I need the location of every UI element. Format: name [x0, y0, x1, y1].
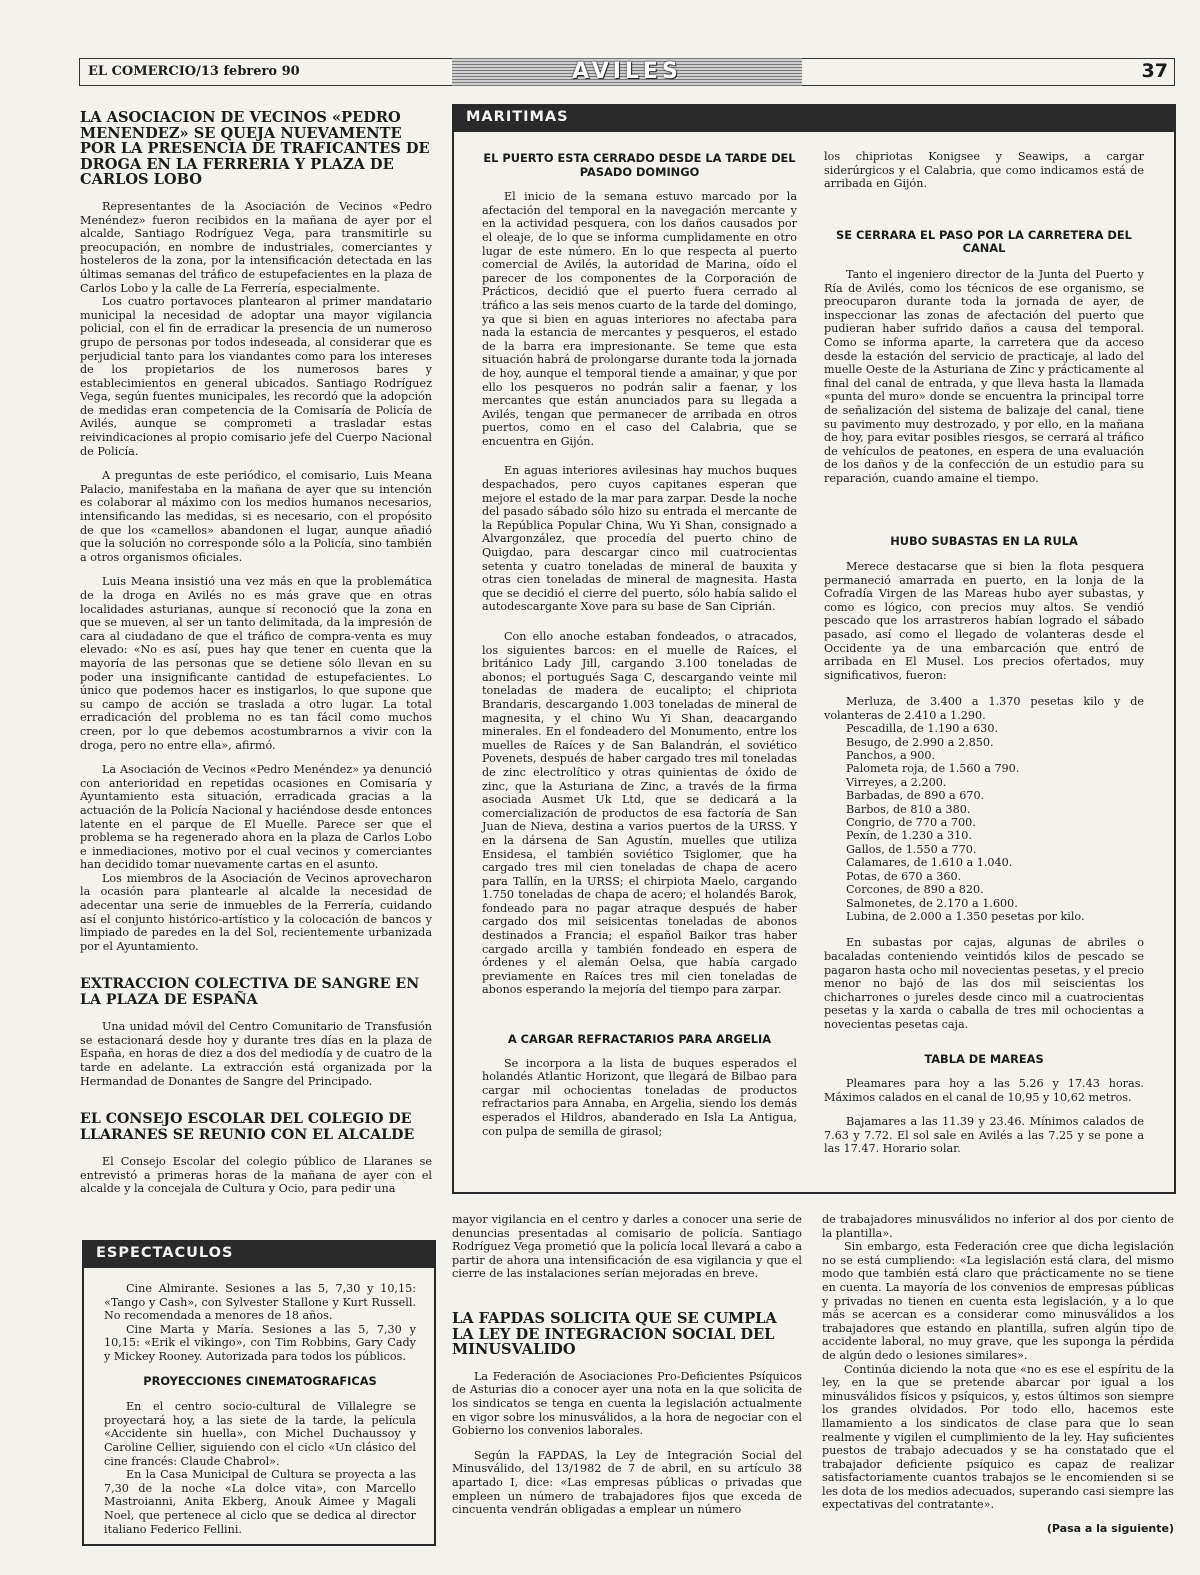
price-item: Merluza, de 3.400 a 1.370 pesetas kilo y de volanteras de 2.410 a 1.290.	[824, 695, 1144, 722]
headline-consejo: EL CONSEJO ESCOLAR DEL COLEGIO DE LLARANES SE REUNIO CON EL ALCALDE	[80, 1111, 415, 1143]
subhead-proyecciones: PROYECCIONES CINEMATOGRAFICAS	[143, 1373, 377, 1388]
continued-note: (Pasa a la siguiente)	[1046, 1522, 1174, 1536]
price-item: Corcones, de 890 a 820.	[846, 883, 984, 897]
espectaculos-label: ESPECTACULOS	[84, 1242, 434, 1265]
paragraph: Sin embargo, esta Federación cree que dicha legislación no se está cumpliendo: «La legislación está clara, del mismo modo que también está claro que prácticamente no se tiene en cuenta. La mayoría de los convenios de empresas públicas y privadas no tienen en cuenta esta legislación, y a lo que más se acercan es a considerar como minusválidos a los trabajadores que estando en plantilla, sufren algún tipo de accidente laboral, no muy grave, que les suponga la pérdida de algún dedo o lesiones similares».	[822, 1240, 1174, 1362]
headline-sangre: EXTRACCION COLECTIVA DE SANGRE EN LA PLAZA DE ESPAÑA	[80, 976, 420, 1008]
page-number: 37	[1141, 60, 1168, 82]
maritimas-rule	[454, 129, 1174, 132]
price-item: Potas, de 670 a 360.	[846, 869, 962, 883]
paragraph: Luis Meana insistió una vez más en que la problemática de la droga en Avilés no es más grave que en otras localidades asturianas, aunque sí reconoció que la zona en que se mueven, al ser un tanto delimitada, da la impresión de cara al ciudadano de que el tráfico de compra-venta es muy elevado: «No es así, pues hay que tener en cuenta que la mayoría de las personas que se detiene sólo llevan en su poder una insignificante cantidad de estupefacientes. Lo único que podemos hacer es instigarlos, lo que supone que su campo de acción se traslada a otro lugar. La total erradicación del problema no es tan fácil como muchos creen, por lo que debemos acostumbrarnos a vivir con la droga, pero no entre ella», afirmó.	[80, 575, 432, 752]
subhead-puerto: EL PUERTO ESTA CERRADO DESDE LA TARDE DEL PASADO DOMINGO	[483, 151, 796, 179]
paragraph: Los miembros de la Asociación de Vecinos aprovecharon la ocasión para plantearle al alcalde la necesidad de adecentar una serie de inmuebles de la Ferrería, cuidando así el conjunto histórico-artístico y la colocación de bancos y limpiado de paredes en la del Sol, recientemente urbanizada por el Ayuntamiento.	[80, 871, 432, 953]
price-item: Pescadilla, de 1.190 a 630.	[846, 722, 999, 736]
price-item: Virreyes, a 2.200.	[846, 775, 947, 789]
paragraph: de trabajadores minusválidos no inferior al dos por ciento de la plantilla».	[822, 1213, 1174, 1240]
headline-fapdas: LA FAPDAS SOLICITA QUE SE CUMPLA LA LEY DE INTEGRACION SOCIAL DEL MINUSVALIDO	[452, 1309, 777, 1359]
middle-bottom-column	[452, 1213, 802, 1517]
left-column	[80, 110, 432, 1196]
paragraph: Bajamares a las 11.39 y 23.46. Mínimos calados de 7.63 y 7.72. El sol sale en Avilés a las 7.25 y se pone a las 17.47. Horario solar.	[824, 1115, 1144, 1156]
paragraph: Merece destacarse que si bien la flota pesquera permaneció amarrada en puerto, en la lonja de la Cofradía Virgen de las Mareas hubo ayer subastas, y como es lógico, con precios muy altos. Se vendió pescado que los arrastreros habían logrado el sábado pasado, así como el llegado de volanteras desde el Occidente ya de una embarcación que entró de arribada en El Musel. Los precios ofertados, muy significativos, fueron:	[824, 560, 1144, 682]
maritimas-box	[452, 104, 1176, 1194]
price-item: Panchos, a 900.	[846, 749, 936, 763]
price-item: Salmonetes, de 2.170 a 1.600.	[846, 896, 1018, 910]
headline-droga: LA ASOCIACION DE VECINOS «PEDRO MENENDEZ» SE QUEJA NUEVAMENTE POR LA PRESENCIA DE TRAFICANTES DE DROGA EN LA FERRERIA Y PLAZA DE CARLOS LOBO	[80, 109, 430, 189]
price-item: Barbos, de 810 a 380.	[846, 802, 971, 816]
espectaculos-box	[82, 1240, 436, 1546]
paragraph: Representantes de la Asociación de Vecinos «Pedro Menéndez» fueron recibidos en la mañana de ayer por el alcalde, Santiago Rodríguez Vega, para transmitirle su preocupación, en nombre de industriales, comerciantes y hosteleros de la zona, por la intensificación detectada en las últimas semanas del tráfico de estupefacientes en la plaza de Carlos Lobo y la calle de La Ferrería, especialmente.	[80, 199, 432, 295]
price-item: Besugo, de 2.990 a 2.850.	[846, 735, 994, 749]
subhead-argelia: A CARGAR REFRACTARIOS PARA ARGELIA	[507, 1032, 772, 1047]
paragraph: La Federación de Asociaciones Pro-Deficientes Psíquicos de Asturias dio a conocer ayer una nota en la que solicita de los sindicatos se tenga en cuenta la legislación actualmente en vigor sobre los minusválidos, a la hora de negociar con el Gobierno los convenios laborales.	[452, 1369, 802, 1438]
paragraph: Según la FAPDAS, la Ley de Integración Social del Minusválido, del 13/1982 de 7 de abril, en su artículo 38 apartado I, dice: «Las empresas públicas o privadas que empleen un número de trabajadores fijos que exceda de cincuenta vendrán obligadas a emplear un número	[452, 1448, 802, 1517]
section-banner	[452, 58, 802, 86]
maritimas-label: MARITIMAS	[454, 106, 1174, 129]
paragraph: Una unidad móvil del Centro Comunitario de Transfusión se estacionará desde hoy y durante tres días en la plaza de España, en horas de diez a dos del mediodía y de cuatro de la tarde en adelante. La extracción está organizada por la Hermandad de Donantes de Sangre del Principado.	[80, 1020, 432, 1088]
subhead-canal: SE CERRARA EL PASO POR LA CARRETERA DEL CANAL	[836, 227, 1132, 256]
price-item: Congrio, de 770 a 700.	[846, 816, 976, 830]
maritimas-col-1	[482, 152, 797, 1138]
paragraph: Con ello anoche estaban fondeados, o atracados, los siguientes barcos: en el muelle de Raíces, el británico Lady Jill, cargando 3.100 toneladas de abonos; el portugués Saga C, descargando veinte mil toneladas de madera de eucalipto; el chipriota Brandaris, descargando 1.003 toneladas de mineral de magnesita, y el chino Wu Yi Shan, deacargando minerales. En el fondeadero del Monumento, entre los muelles de Raíces y de San Balandrán, el soviético Povenets, después de haber cargado tres mil toneladas de zinc electrolítico y otras quinientas de óxido de zinc, que la Asturiana de Zinc, a través de la firma asociada Ausmet Uk Ltd, que se dedicará a la comercialización de productos de esa factoría de San Juan de Nieva, destina a varios puertos de la URSS. Y en la dársena de San Agustín, muelles que utiliza Ensidesa, el también soviético Tsiglomer, que ha cargado tres mil cien toneladas de chapa de acero para Tallín, en la URSS; el chirpiota Maelo, cargando 1.750 toneladas de chapa de acero; el holandés Barok, fondeado para no pagar atraque después de haber cargado dos mil seisicentas toneladas de abonos destinados a Francia; el español Baikor tras haber cargado arcilla y también fondeado en espera de órdenes y el alemán Oelsa, que había cargado previamente en Raíces tres mil cien toneladas de abonos esperando la mejoría del tiempo para zarpar.	[482, 630, 797, 997]
publication-date: EL COMERCIO/13 febrero 90	[88, 64, 300, 79]
paragraph: Cine Almirante. Sesiones a las 5, 7,30 y 10,15: «Tango y Cash», con Sylvester Stallone y Kurt Russell. No recomendada a menores de 18 años.	[104, 1282, 416, 1323]
subhead-rula: HUBO SUBASTAS EN LA RULA	[890, 534, 1078, 549]
paragraph: En aguas interiores avilesinas hay muchos buques despachados, pero cuyos capitanes esperan que mejore el estado de la mar para zarpar. Desde la noche del pasado sábado sólo hizo su entrada el mercante de la República Popular China, Wu Yi Shan, consignado a Alvargonzález, que procedía del puerto chino de Quigdao, para descargar cinco mil cuatrocientas setenta y cuatro toneladas de mineral de bauxita y otras cien toneladas de mineral de magnesita. Hasta que se decidió el cierre del puerto, sólo había salido el autodescargante Xove para su base de San Ciprián.	[482, 464, 797, 614]
page-header	[79, 58, 1175, 86]
subhead-mareas: TABLA DE MAREAS	[924, 1052, 1044, 1067]
price-item: Lubina, de 2.000 a 1.350 pesetas por kilo.	[846, 909, 1085, 923]
fish-price-list	[824, 695, 1144, 923]
espectaculos-rule	[84, 1265, 434, 1268]
price-item: Gallos, de 1.550 a 770.	[846, 842, 977, 856]
paragraph: A preguntas de este periódico, el comisario, Luis Meana Palacio, manifestaba en la mañana de ayer que su intención es colaborar al máximo con los medios humanos necesarios, intensificando las medidas, si es necesario, con el propósito de que los «camellos» abandonen el lugar, aunque añadió que la solución no corresponde sólo a la Policía, sino también a otros organismos oficiales.	[80, 469, 432, 564]
paragraph: Tanto el ingeniero director de la Junta del Puerto y Ría de Avilés, como los técnicos de ese organismo, se preocuparon durante toda la jornada de ayer, de inspeccionar las zonas de afectación del puerto que pudieran haber sufrido daños a causa del temporal. Como se informa aparte, la carretera que da acceso desde la estación del servicio de practicaje, al lado del muelle Oeste de la Asturiana de Zinc y prácticamente al final del canal de entrada, y que lleva hasta la llamada «punta del muro» donde se encuentra la principal torre de señalización del sistema de balizaje del canal, tiene su pavimento muy destrozado, y por ello, en la mañana de hoy, para evitar posibles riesgos, se cerrará al tráfico de vehículos de peatones, en espera de una evaluación de los daños y de la confección de un estudio para su reparación, cuando amaine el tiempo.	[824, 267, 1144, 485]
paragraph: El inicio de la semana estuvo marcado por la afectación del temporal en la navegación mercante y en la actividad pesquera, con los daños causados por el oleaje, de lo que se informa cumplidamente en otro lugar de este número. En lo que respecta al puerto comercial de Avilés, la autoridad de Marina, oído el parecer de los componentes de la Corporación de Prácticos, decidió que el puerto fuera cerrado al tráfico a las seis menos cuarto de la tarde del domingo, ya que si bien en aguas interiores no afectaba para nada la estancia de mercantes y pesqueros, el estado de la barra era impresionante. Se teme que esta situación habrá de prolongarse durante toda la jornada de hoy, aunque el temporal tiende a amainar, y que por ello los pesqueros no podrán salir a faenar, y los mercantes que están anunciados para su llegada a Avilés, tengan que permanecer de arribada en otros puertos, como en el caso del Calabria, que se encuentra en Gijón.	[482, 190, 797, 448]
price-item: Palometa roja, de 1.560 a 790.	[846, 762, 1020, 776]
paragraph: mayor vigilancia en el centro y darles a conocer una serie de denuncias presentadas al comisario de policía. Santiago Rodríguez Vega prometió que la policía local llevará a cabo a partir de ahora una intensificación de esa vigilancia y que el cierre de las instalaciones serían mejoradas en breve.	[452, 1213, 802, 1281]
paragraph: En la Casa Municipal de Cultura se proyecta a las 7,30 de la noche «La dolce vita», con Marcello Mastroianni, Anita Ekberg, Anouk Aimee y Magali Noel, que pertenece al ciclo que se dedica al director italiano Federico Fellini.	[104, 1468, 416, 1536]
right-bottom-column	[822, 1213, 1174, 1535]
espectaculos-body	[104, 1282, 416, 1536]
maritimas-col-2	[824, 150, 1144, 1156]
price-item: Barbadas, de 890 a 670.	[846, 789, 985, 803]
price-item: Calamares, de 1.610 a 1.040.	[846, 856, 1013, 870]
paragraph: Los cuatro portavoces plantearon al primer mandatario municipal la necesidad de adoptar una mayor vigilancia policial, con el fin de erradicar la presencia de un numeroso grupo de personas por todos indeseada, al considerar que es perjudicial tanto para los viandantes como para los intereses de los propietarios de los numerosos bares y establecimientos en general ubicados. Santiago Rodríguez Vega, según fuentes municipales, les recordó que la adopción de medidas eran competencia de la Comisaría de Policía de Avilés, aunque se comprometi a trasladar estas reivindicaciones al propio comisario jefe del Cuerpo Nacional de Policía.	[80, 295, 432, 458]
price-item: Pexín, de 1.230 a 310.	[846, 829, 972, 843]
paragraph: En el centro socio-cultural de Villalegre se proyectará hoy, a las siete de la tarde, la película «Accidente sin huella», con Michel Duchaussoy y Caroline Cellier, siguiendo con el ciclo «Un clásico del cine francés: Claude Chabrol».	[104, 1400, 416, 1468]
paragraph: Pleamares para hoy a las 5.26 y 17.43 horas. Máximos calados en el canal de 10,95 y 10,62 metros.	[824, 1077, 1144, 1104]
paragraph: los chipriotas Konigsee y Seawips, a cargar siderúrgicos y el Calabria, que como indicamos está de arribada en Gijón.	[824, 150, 1144, 191]
paragraph: El Consejo Escolar del colegio público de Llaranes se entrevistó a primeras horas de la mañana de ayer con el alcalde y la concejala de Cultura y Ocio, para pedir una	[80, 1155, 432, 1196]
paragraph: En subastas por cajas, algunas de abriles o bacaladas conteniendo veintidós kilos de pescado se pagaron hasta ocho mil novecientas pesetas, y el precio menor no bajó de las dos mil seiscientas los chicharrones o jureles desde cinco mil a cuatrocientas pesetas y la xarda o caballa de tres mil ochocientas a novecientas pesetas caja.	[824, 936, 1144, 1031]
paragraph: Se incorpora a la lista de buques esperados el holandés Atlantic Horizont, que llegará de Bilbao para cargar mil ochocientas toneladas de productos refractarios para Annaba, en Argelia, siendo los demás esperados el Hildros, abanderado en Isla La Antigua, con pulpa de semilla de girasol;	[482, 1056, 797, 1138]
paragraph: La Asociación de Vecinos «Pedro Menéndez» ya denunció con anterioridad en repetidas ocasiones en Comisaría y Ayuntamiento esta situación, erradicada gracias a la actuación de la Policía Nacional y haciéndose desde entonces latente en el parque de El Muelle. Parece ser que el problema se ha regenerado ahora en la plaza de Carlos Lobo e inmediaciones, motivo por el cual vecinos y comerciantes han decidido tomar nuevamente cartas en el asunto.	[80, 763, 432, 872]
section-title: AVILES	[572, 59, 682, 84]
paragraph: Cine Marta y María. Sesiones a las 5, 7,30 y 10,15: «Erik el vikingo», con Tim Robbins, Gary Cady y Mickey Rooney. Autorizada para todos los públicos.	[104, 1322, 416, 1363]
paragraph: Continúa diciendo la nota que «no es ese el espíritu de la ley, en la que se pretende abarcar por igual a los minusválidos físicos y psíquicos, y, estos últimos son siempre los grandes olvidados. Por todo ello, hacemos este llamamiento a los sindicatos de clase para que lo sean realmente y vigilen el cumplimiento de la ley. Hay suficientes puestos de trabajo adecuados y se ha constatado que el trabajador deficiente psíquico es capaz de realizar satisfactoriamente cuantos trabajos se le encomienden si se les dota de los medios adecuados, superando casi siempre las expectativas del contratante».	[822, 1362, 1174, 1512]
